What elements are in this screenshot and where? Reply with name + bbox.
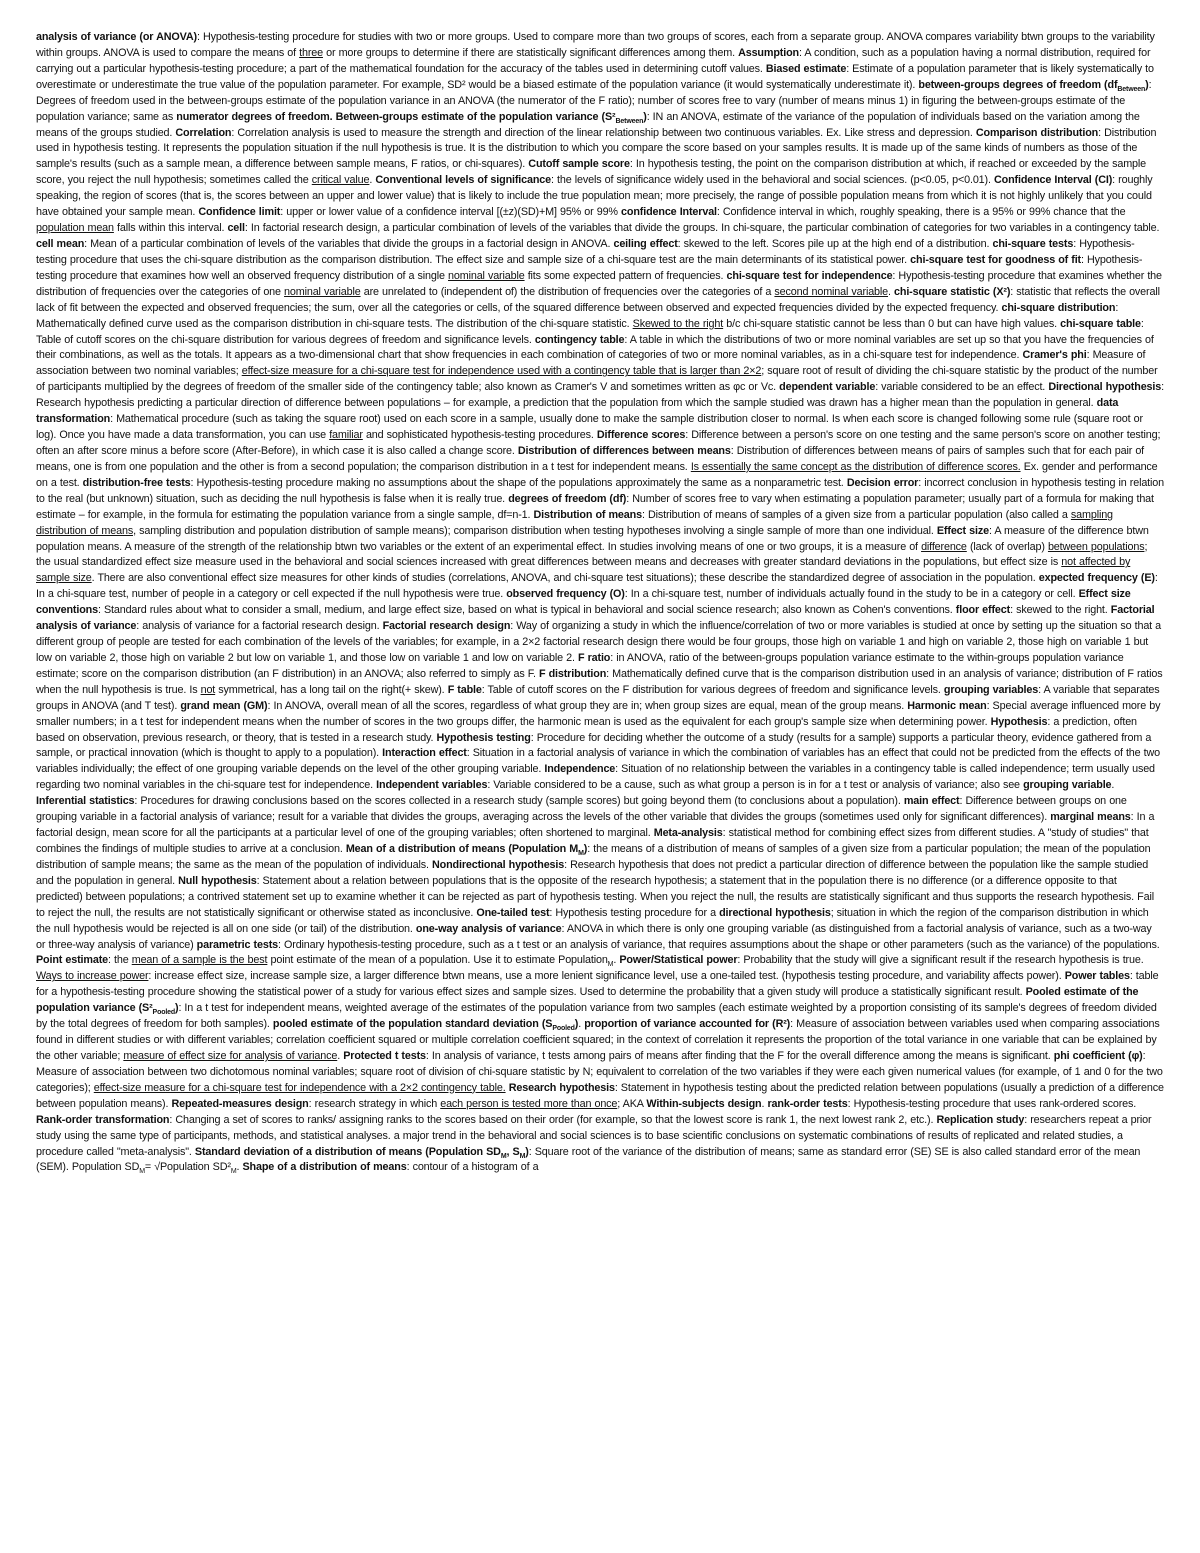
definition-text: . [236,1161,243,1174]
definition-text: : incorrect conclusion in hypothesis testing in relation to the real (but unknown) situation, such as deciding the null hypothesis is false when it is really true. [36,476,1164,505]
definition-text: : Hypothesis-testing procedure that examines whether the distribution of frequencies over the categories of one [36,269,1162,298]
definition-text: : variable considered to be an effect. [875,381,1049,394]
definition-text: : Distribution used in hypothesis testing. It represents the population situation if the null hypothesis is true. It is the distribution to which you compare the score based on your samples results. It is made up of the same kinds of numbers as those of the sample's results (such as a sample mean, a difference between sample means, F ratios, or chi-squares). [36,126,1157,171]
definition-text: : statistic that reflects the overall lack of fit between the expected and observed frequencies; the sum, over all the categories or cells, of the squared difference between observed and expected frequencies divided by the expected frequency. [36,285,1160,314]
definition-text: point estimate of the mean of a population. Use it to estimate Population [267,954,608,967]
glossary-term: Confidence Interval (CI) [993,174,1113,187]
glossary-term: analysis of variance (or ANOVA) [36,31,197,43]
underlined-phrase: familiar [329,429,363,442]
underlined-phrase: difference [921,540,967,553]
glossary-term: Confidence limit [198,206,281,219]
definition-text: : in ANOVA, ratio of the between-groups population variance estimate to the within-groups population variance estimate; score on the comparison distribution (an F distribution) in an ANOVA; also referred to simply as F. [36,651,1124,680]
glossary-term: rank-order tests [767,1097,848,1110]
glossary-term: Rank-order transformation [36,1113,170,1126]
subscript: M [500,1152,507,1160]
underlined-phrase: not [200,683,216,696]
definition-text: : the levels of significance widely used in the behavioral and social sciences. (p<0.05, p<0.01). [551,174,994,187]
definition-text: b/c chi-square statistic cannot be less than 0 but can have high values. [723,317,1061,330]
definition-text: : IN an ANOVA, estimate of the variance of the population of individuals based on the variation among the means of the groups studied. [36,110,1140,139]
underlined-phrase: each person is tested more than once [440,1097,618,1110]
definition-text: = √Population SD² [144,1161,231,1174]
definition-text: : Procedures for drawing conclusions based on the scores collected in a research study (sample scores) but going beyond them (to conclusions about a population). [134,795,904,808]
glossary-term: Null hypothesis [178,874,257,887]
definition-text: . [578,1018,585,1031]
definition-text: : researchers repeat a prior study using the same type of participants, methods, and statistical analyses. a major trend in the behavioral and social sciences is to base scientific conclusions on systematic combinations of results of replicated and related studies, a procedure called "meta-analysis". [36,1113,1152,1158]
glossary-term: Independent variables [376,779,488,792]
glossary-term: chi-square tests [992,237,1074,250]
definition-text: falls within this interval. [113,222,228,235]
definition-text: : Measure of association between two nominal variables; [36,349,1146,378]
definition-text: : Difference between a person's score on one testing and the same person's score on another testing; often an after score minus a before score (After-Before), in which case it is also called a change score. [36,429,1161,457]
glossary-term: F table [447,683,482,696]
definition-text: ; situation in which the region of the comparison distribution in which the null hypothesis would be rejected is all on one side (or tail) of the distribution. [36,906,1149,935]
glossary-term: phi coefficient (φ) [1053,1050,1143,1062]
glossary-term: Hypothesis [990,715,1048,728]
subscript: Pooled [552,1025,575,1033]
glossary-term: Distribution of differences between means [517,444,731,457]
glossary-term: ceiling effect [613,237,678,250]
definition-text: : Hypothesis testing procedure for a [549,906,720,919]
definition-text: or more groups to determine if there are statistically significant differences among them. [322,46,739,59]
glossary-term: directional hypothesis [719,906,831,919]
definition-text: : A table in which the distributions of two or more nominal variables are set up so that you have the frequencies of their combinations, as well as the totals. It appears as a two-dimensional chart that show frequencies in each combination of categories of two or more nominal variables, as in a chi-square test for independence. [36,333,1154,362]
definition-text: : Research hypothesis predicting a particular direction of difference between populations – for example, a prediction that the population from which the sample studied was drawn has a higher mean than the population in general. [36,381,1164,410]
subscript: M [607,961,614,969]
glossary-term: chi-square test for independence [726,269,893,282]
definition-text: : Standard rules about what to consider a small, medium, and large effect size, based on what is typical in behavioral and social science research; also known as Cohen's conventions. [97,604,956,617]
glossary-term: pooled estimate of the population standard deviation (S [272,1018,553,1031]
underlined-phrase: nominal variable [448,269,525,282]
subscript: M [519,1152,526,1160]
underlined-phrase: Ways to increase power [36,970,149,983]
definition-text: (lack of overlap) [966,540,1048,553]
glossary-term: Shape of a distribution of means [242,1161,407,1174]
definition-text: : In a chi-square test, number of people in a category or cell expected if the null hypothesis were true. [36,572,1158,601]
subscript: Between [1117,85,1146,93]
definition-text: . [369,174,376,187]
glossary-term: Directional hypothesis [1048,381,1162,394]
definition-text: : statistical method for combining effect sizes from different studies. A "study of studies" that combines the findings of multiple studies to arrive at a conclusion. [36,827,1149,856]
definition-text: : Mean of a particular combination of levels of the variables that divide the groups in a factorial design in ANOVA. [84,237,614,250]
glossary-paragraph [36,30,1164,1176]
underlined-phrase: between populations [1047,540,1145,553]
underlined-phrase: sampling distribution of means, [36,508,1113,537]
definition-text: : table for a hypothesis-testing procedure showing the statistical power of a study for various effect sizes and sample sizes. Used to determine the probability that a given study will produce a statistically significant result. [36,970,1159,999]
definition-text: : Measure of association between two dichotomous nominal variables; square root of division of chi-square statistic by N; equivalent to correlation of the two variables if they were each given numerical values (for example, of 1 and 0 for the two categories); [36,1050,1163,1094]
glossary-term: between-groups degrees of freedom (df [918,78,1118,91]
definition-text: : Table of cutoff scores on the F distribution for various degrees of freedom and significance levels. [481,683,944,696]
glossary-term: dependent variable [779,381,876,394]
definition-text: . [613,954,620,967]
glossary-term: Hypothesis testing [436,731,531,744]
definition-text: . [1111,779,1115,792]
definition-text: : A measure of the difference btwn population means. A measure of the strength of the relationship btwn two variables or the extent of an experimental effect. In studies involving means of one or two groups, it is a measure of [36,524,1149,553]
definition-text: : In a chi-square test, number of individuals actually found in the study to be in a category or cell. [624,588,1079,601]
glossary-term: Cutoff sample score [528,158,630,171]
definition-text: : Distribution of means of samples of a given size from a particular population (also called a [641,508,1071,521]
definition-text: ; the usual standardized effect size measure used in the behavioral and social sciences increased with great differences between means and decreases with greater standard deviations in the populations, but effect size is [36,540,1148,569]
glossary-term: Interaction effect [382,747,467,760]
definition-text: : Probability that the study will give a significant result if the research hypothesis is true. [737,954,1144,967]
glossary-term: observed frequency (O) [506,588,625,601]
glossary-term: contingency table [534,333,625,346]
definition-text: : A condition, such as a population having a normal distribution, required for carrying out a particular hypothesis-testing procedure; a part of the mathematical foundation for the accuracy of the tables used in determining cutoff values. [36,46,1151,75]
definition-text: : analysis of variance for a factorial research design. [136,620,383,633]
definition-text: sampling distribution and population distribution of sample means); comparison distribution when testing hypotheses involving a single sample of more than one individual. [135,524,937,537]
subscript: M [139,1168,145,1176]
glossary-term: parametric tests [196,938,278,951]
underlined-phrase: three [299,46,323,59]
definition-text: : ANOVA in which there is only one grouping variable (as distinguished from a factorial analysis of variance, such as a two-way or three-way analysis of variance) [36,922,1152,951]
glossary-term: distribution-free tests [82,476,191,489]
glossary-term: Nondirectional hypothesis [431,858,565,871]
definition-text: : Measure of association between variables used when comparing associations found in different studies or with different variables; correlation coefficient squared or multiple correlation coefficient squared; in the context of correlation it represents the proportion of the total variance in one variable that can be explained by the other variable; [36,1018,1160,1062]
glossary-term: Harmonic mean [907,699,987,712]
glossary-term: cell [227,222,245,235]
definition-text: : skewed to the right. [1010,604,1111,617]
glossary-term: Assumption [738,46,799,59]
definition-text: : In hypothesis testing, the point on the comparison distribution at which, if reached or exceeded by the sample score, you reject the null hypothesis; sometimes called the [36,158,1146,187]
definition-text: : Square root of the variance of the distribution of means; same as standard error (SE) SE is also called standard error of the mean (SEM). Population SD [36,1145,1141,1174]
definition-text: : roughly speaking, the region of scores (that is, the scores between an upper and lower value) that is likely to include the true population mean; more precisely, the range of possible population means from which it is not highly unlikely that you could have obtained your sample mean. [36,174,1153,219]
glossary-term: proportion of variance accounted for (R²) [584,1018,791,1031]
subscript: Pooled [152,1009,175,1017]
glossary-term: Meta-analysis [653,827,723,840]
glossary-term: Factorial analysis of variance [36,604,1155,633]
glossary-term: one-way analysis of variance [415,922,562,935]
glossary-term: Cramer's phi [1022,349,1087,362]
definition-text: : Hypothesis-testing procedure making no assumptions about the shape of the populations approximately the same as a nonparametric test. [190,476,847,489]
underlined-phrase: Is essentially the same concept as the distribution of difference scores. [690,460,1021,473]
underlined-phrase: critical value [311,174,370,187]
glossary-term: Comparison distribution [975,126,1099,139]
definition-text: : increase effect size, increase sample size, a larger difference btwn means, use a more lenient significance level, use a one-tailed test. (hypothesis testing procedure, and variability affects power). [148,970,1065,983]
glossary-term: , S [506,1145,520,1158]
glossary-term: Biased estimate [765,62,847,75]
definition-text: : research strategy in which [308,1097,441,1110]
glossary-term: Pooled estimate of the population variance (S² [36,986,1139,1015]
glossary-term: degrees of freedom (df) [508,492,627,505]
glossary-term: numerator degrees of freedom. [176,110,333,123]
underlined-phrase: measure of effect size for analysis of variance [123,1050,338,1062]
glossary-term: Correlation [175,126,232,139]
definition-text: : Hypothesis-testing procedure that uses the chi-square distribution as the comparison distribution. The effect size and sample size of a chi-square test are the main determinants of its statistical power. [36,237,1135,266]
underlined-phrase: mean of a sample is the best [131,954,268,967]
glossary-term: ) [574,1018,579,1031]
definition-text: : Hypothesis-testing procedure that uses rank-ordered scores. [847,1097,1137,1110]
glossary-term: Research hypothesis [508,1081,615,1094]
glossary-term: floor effect [955,604,1011,617]
definition-text: : Mathematical procedure (such as taking the square root) used on each score in a sample, usually done to make the sample distribution closer to normal. Is when each score is changed following some rule (square root or log). Once you have made a data transformation, you can use [36,413,1143,442]
definition-text: : Ordinary hypothesis-testing procedure, such as a t test or an analysis of variance, that requires assumptions about the shape or other parameters (such as the variance) of the populations. [278,938,1160,951]
definition-text: : In factorial research design, a particular combination of levels of the variables that divide the groups. In chi-square, the particular combination of categories for two variables in a contingency table. [244,222,1160,235]
definition-text: : the means of a distribution of means of samples of a given size from a particular population; the mean of the population distribution of sample means; the same as the mean of the population of individuals. [36,843,1151,871]
subscript: M [578,850,584,858]
glossary-term: ) [643,110,647,123]
definition-text: . There are also conventional effect size measures for other kinds of studies (correlations, ANOVA, and chi-square test situations); these describe the standardized degree of association in the population. [91,572,1039,585]
glossary-term: marginal means [1050,811,1131,824]
definition-text: are unrelated to (independent of) the distribution of frequencies over the categories of a [360,285,775,298]
glossary-term: Decision error [846,476,919,489]
glossary-term: Inferential statistics [36,795,135,808]
subscript: M [230,1168,237,1176]
definition-text: : Statement in hypothesis testing about the predicted relation between populations (usually a prediction of a difference between population means). [36,1081,1164,1110]
glossary-term: Independence [544,763,616,776]
glossary-term: grouping variable [1023,779,1112,792]
glossary-term: confidence Interval [621,206,717,219]
underlined-phrase: second nominal variable [774,285,889,298]
glossary-term: grouping variables [943,683,1039,696]
glossary-term: cell mean [36,237,85,250]
glossary-term: ) [525,1145,529,1158]
glossary-term: Difference scores [596,429,686,442]
definition-text: : Difference between groups on one grouping variable in a factorial analysis of variance; result for a variable that divides the groups, averaging across the levels of the other variable that divides the groups (sometimes used only for significant differences). [36,795,1127,824]
definition-text: : Mathematically defined curve used as the comparison distribution in chi-square tests. The distribution of the chi-square statistic. [36,301,1119,330]
definition-text: : Hypothesis-testing procedure for studies with two or more groups. Used to compare more than two groups of scores, each from a separate group. ANOVA compares variability btwn groups to the variability within groups. ANOVA is used to compare the means of [36,31,1155,59]
definition-text: : Estimate of a population parameter that is likely systematically to overestimate or underestimate the true value of the population parameter. For example, SD² would be a biased estimate of the population variance (it would systematically underestimate it). [36,62,1154,91]
definition-text: : Special average influenced more by smaller numbers; in a t test for independent means when the number of scores in the two groups differ, the harmonic mean is used as the equivalent for each group's sample size when determining power. [36,699,1161,728]
glossary-term: Conventional levels of significance [375,174,552,187]
glossary-term: main effect [903,795,960,808]
underlined-phrase: effect-size measure for a chi-square test for independence with a 2×2 contingency table. [93,1081,506,1094]
definition-text: : Situation of no relationship between the variables in a contingency table is called independence; term usually used regarding two nominal variables in the chi-square test for independence. [36,763,1155,792]
glossary-term: Standard deviation of a distribution of means (Population SD [194,1145,501,1158]
glossary-term: chi-square statistic (X²) [894,285,1011,298]
definition-text: : Hypothesis-testing procedure that examines how well an observed frequency distribution of a single [36,253,1143,282]
glossary-term: Within-subjects design [646,1097,762,1110]
glossary-term: Repeated-measures design [171,1097,309,1110]
definition-text: fits some expected pattern of frequencies. [524,269,727,282]
definition-text: . [337,1050,344,1062]
definition-text: symmetrical, has a long tail on the right(+ skew). [215,683,448,696]
definition-text: Ex. gender and performance on a test. [36,460,1158,489]
definition-text: : Confidence interval in which, roughly speaking, there is a 95% or 99% chance that the [716,206,1126,219]
glossary-term: Power tables [1064,970,1130,983]
glossary-term: expected frequency (E) [1038,572,1155,585]
definition-text: : In analysis of variance, t tests among pairs of means after finding that the F for the overall difference among the means is significant. [425,1050,1054,1062]
definition-text: ; square root of result of dividing the chi-square statistic by the product of the number of participants multiplied by the degrees of freedom of the smaller side of the contingency table; also known as Cramer's V and sometimes written as φc or Vc. [36,365,1158,394]
definition-text: : In a t test for independent means, weighted average of the estimates of the population variance from two samples (each estimate weighted by a proportion consisting of its sample's degrees of freedom divided by the total degrees of freedom for both samples). [36,1002,1157,1031]
underlined-phrase: not affected by sample size [36,556,1131,585]
glossary-term: chi-square distribution [1001,301,1116,314]
glossary-term: Power/Statistical power [619,954,738,967]
glossary-term: ) [174,1002,179,1015]
underlined-phrase: population mean [36,222,114,235]
glossary-term: Mean of a distribution of means (Population M [345,843,579,856]
definition-text: : A variable that separates groups in ANOVA (and T test). [36,683,1160,712]
glossary-term: Protected t tests [343,1050,426,1062]
definition-text: : Variable considered to be a cause, such as what group a person is in for a t test or analysis of variance; also see [487,779,1024,792]
glossary-term: ) [1145,78,1149,91]
glossary-term: Point estimate [36,954,108,967]
definition-text: : Changing a set of scores to ranks/ assigning ranks to the scores based on their order (for example, so that the lowest score is rank 1, the next lowest rank 2, etc.). [169,1113,937,1126]
definition-text: : Degrees of freedom used in the between-groups estimate of the population variance in an ANOVA (the numerator of the F ratio); number of scores free to vary (number of means minus 1) in figuring the between-groups estimate of the population variance; same as [36,78,1152,123]
definition-text: : Mathematically defined curve that is the comparison distribution used in an analysis of variance; distribution of F ratios when the null hypothesis is true. Is [36,667,1163,696]
definition-text: : Way of organizing a study in which the influence/correlation of two or more variables is studied at once by setting up the situation so that a different group of people are tested for each combination of the levels of the variables; for example, in a 2×2 factorial research design there would be four groups, those high on variable 1 and high on variable 2, those high on variable 1 but low on variable 2, those high on variable 2 but low on variable 1, and those low on variable 1 and low on variable 2. [36,620,1162,664]
underlined-phrase: effect-size measure for a chi-square test for independence used with a contingency table that is larger than 2×2 [241,365,762,378]
definition-text: : In a factorial design, mean score for all the participants at a particular level of one of the grouping variables; often shortened to marginal. [36,811,1155,840]
definition-text: : Correlation analysis is used to measure the strength and direction of the linear relationship between two continuous variables. Ex. Like stress and depression. [231,126,976,139]
definition-text: : Number of scores free to vary when estimating a population parameter; usually part of a formula for making that estimate – for example, in the formula for estimating the population variance from a single sample, df=n-1. [36,492,1154,521]
subscript: Between [615,117,644,125]
definition-text: : Procedure for deciding whether the outcome of a study (results for a sample) supports a particular theory, evidence gathered from a sample, or practical innovation (which is thought to apply to a population). [36,731,1152,760]
glossary-term: Effect size [936,524,989,537]
definition-text: : upper or lower value of a confidence interval [(±z)(SD)+M] 95% or 99% [280,206,622,219]
definition-text: ; AKA [617,1097,647,1110]
definition-text: and sophisticated hypothesis-testing procedures. [362,429,597,442]
underlined-phrase: nominal variable [284,285,361,298]
definition-text: : Distribution of differences between means of pairs of samples such that for each pair of means, one is from one population and the other is from a second population; the comparison distribution in a t test for independent means. [36,444,1145,473]
definition-text: : Statement about a relation between populations that is the opposite of the research hypothesis; a statement that in the population there is no difference (or a difference opposite to that predicted) between populations; a contrived statement set up to examine whether it can be rejected as part of hypothesis testing. When you reject the null, the results are statistically significant and thus supports the research hypothesis. Fail to reject the null, the results are not statistically significant or otherwise stated as inconclusive. [36,874,1154,919]
glossary-term: ) [583,843,588,856]
glossary-term: Effect size conventions [36,588,1131,617]
glossary-term: F distribution [538,667,607,680]
glossary-term: grand mean (GM) [180,699,268,712]
definition-text: : contour of a histogram of a [406,1161,539,1174]
glossary-term: F ratio [578,651,611,664]
glossary-term: Between-groups estimate of the population variance (S² [335,110,616,123]
glossary-term: chi-square test for goodness of fit [910,253,1081,266]
glossary-term: chi-square table [1060,317,1141,330]
glossary-term: One-tailed test [476,906,550,919]
glossary-term: Factorial research design [382,620,511,633]
definition-text: . [888,285,895,298]
definition-text: : a prediction, often based on observation, previous research, or theory, that is tested in a research study. [36,715,1137,744]
definition-text: : In ANOVA, overall mean of all the scores, regardless of what group they are in; when group sizes are equal, mean of the group means. [267,699,908,712]
underlined-phrase: Skewed to the right [632,317,724,330]
glossary-term: data transformation [36,397,1119,426]
definition-text: : the [108,954,132,967]
glossary-term: Replication study [936,1113,1025,1126]
definition-text: . [761,1097,768,1110]
definition-text: : Research hypothesis that does not predict a particular direction of difference between the population like the sample studied and the population in general. [36,858,1149,887]
glossary-term: Distribution of means [533,508,642,521]
definition-text: : Table of cutoff scores on the chi-square distribution for various degrees of freedom and significance levels. [36,317,1144,346]
definition-text: : Situation in a factorial analysis of variance in which the combination of variables has an effect that could not be predicted from the effects of the two variables individually; the effect of one grouping variable depends on the level of the other grouping variable. [36,747,1161,776]
definition-text: : skewed to the left. Scores pile up at the high end of a distribution. [677,237,993,250]
